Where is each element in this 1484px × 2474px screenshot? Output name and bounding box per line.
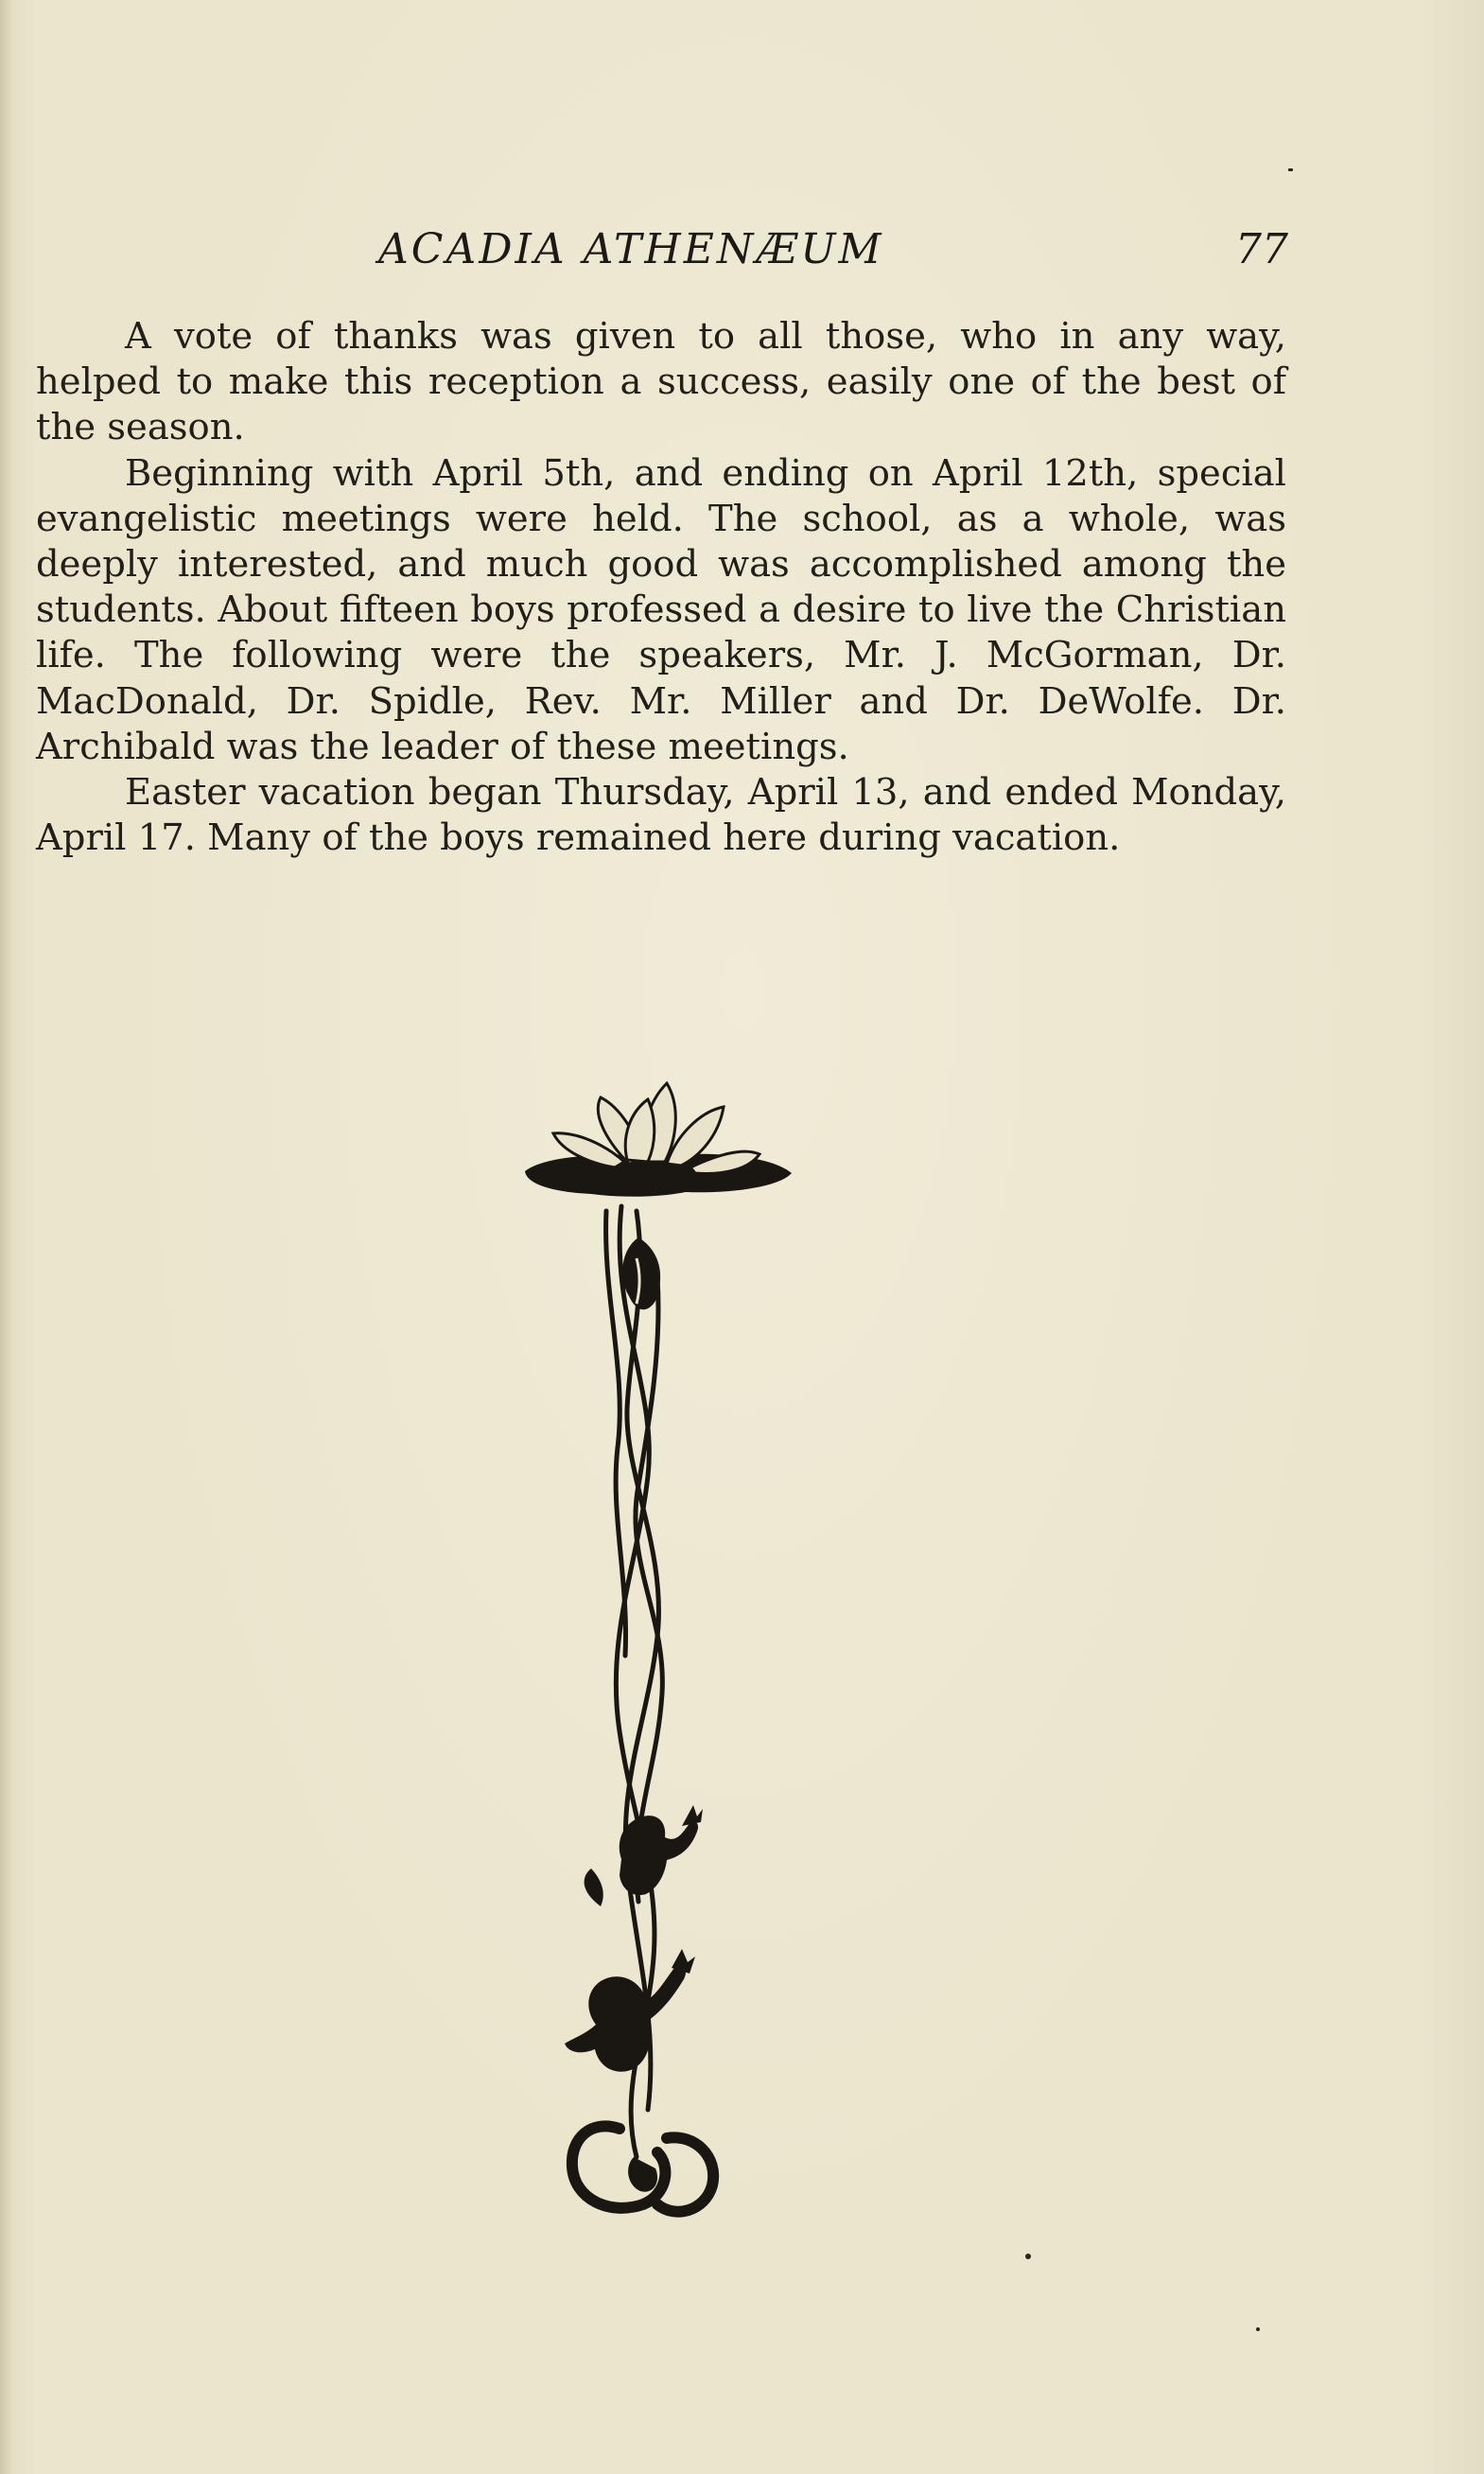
body-text bbox=[36, 314, 1286, 861]
water-lily-frogs-icon bbox=[515, 1069, 809, 2242]
running-head bbox=[378, 225, 1324, 282]
running-title: ACADIA ATHENÆUM bbox=[378, 225, 884, 273]
page-number: 77 bbox=[1235, 225, 1288, 273]
paragraph-vote-of-thanks: A vote of thanks was given to all those, who in any way, helped to make this reception a success, easily one of the best of the season. bbox=[36, 315, 1286, 449]
paper-speck bbox=[1288, 168, 1293, 171]
paragraph-easter-vacation: Easter vacation began Thursday, April 13, and ended Monday, April 17. Many of the boys remained here during vacation. bbox=[36, 771, 1286, 860]
paper-speck bbox=[1256, 2327, 1260, 2331]
paragraph-evangelistic-meetings: Beginning with April 5th, and ending on April 12th, special evangelistic meetings were held. The school, as a whole, was deeply interested, and much good was accomplished among the students. About fifteen boys professed a desire to live the Christian life. The following were the speakers, Mr. J. McGorman, Dr. MacDonald, Dr. Spidle, Rev. Mr. Miller and Dr. DeWolfe. Dr. Archibald was the leader of these meetings. bbox=[36, 451, 1286, 768]
paper-speck bbox=[1025, 2254, 1031, 2259]
